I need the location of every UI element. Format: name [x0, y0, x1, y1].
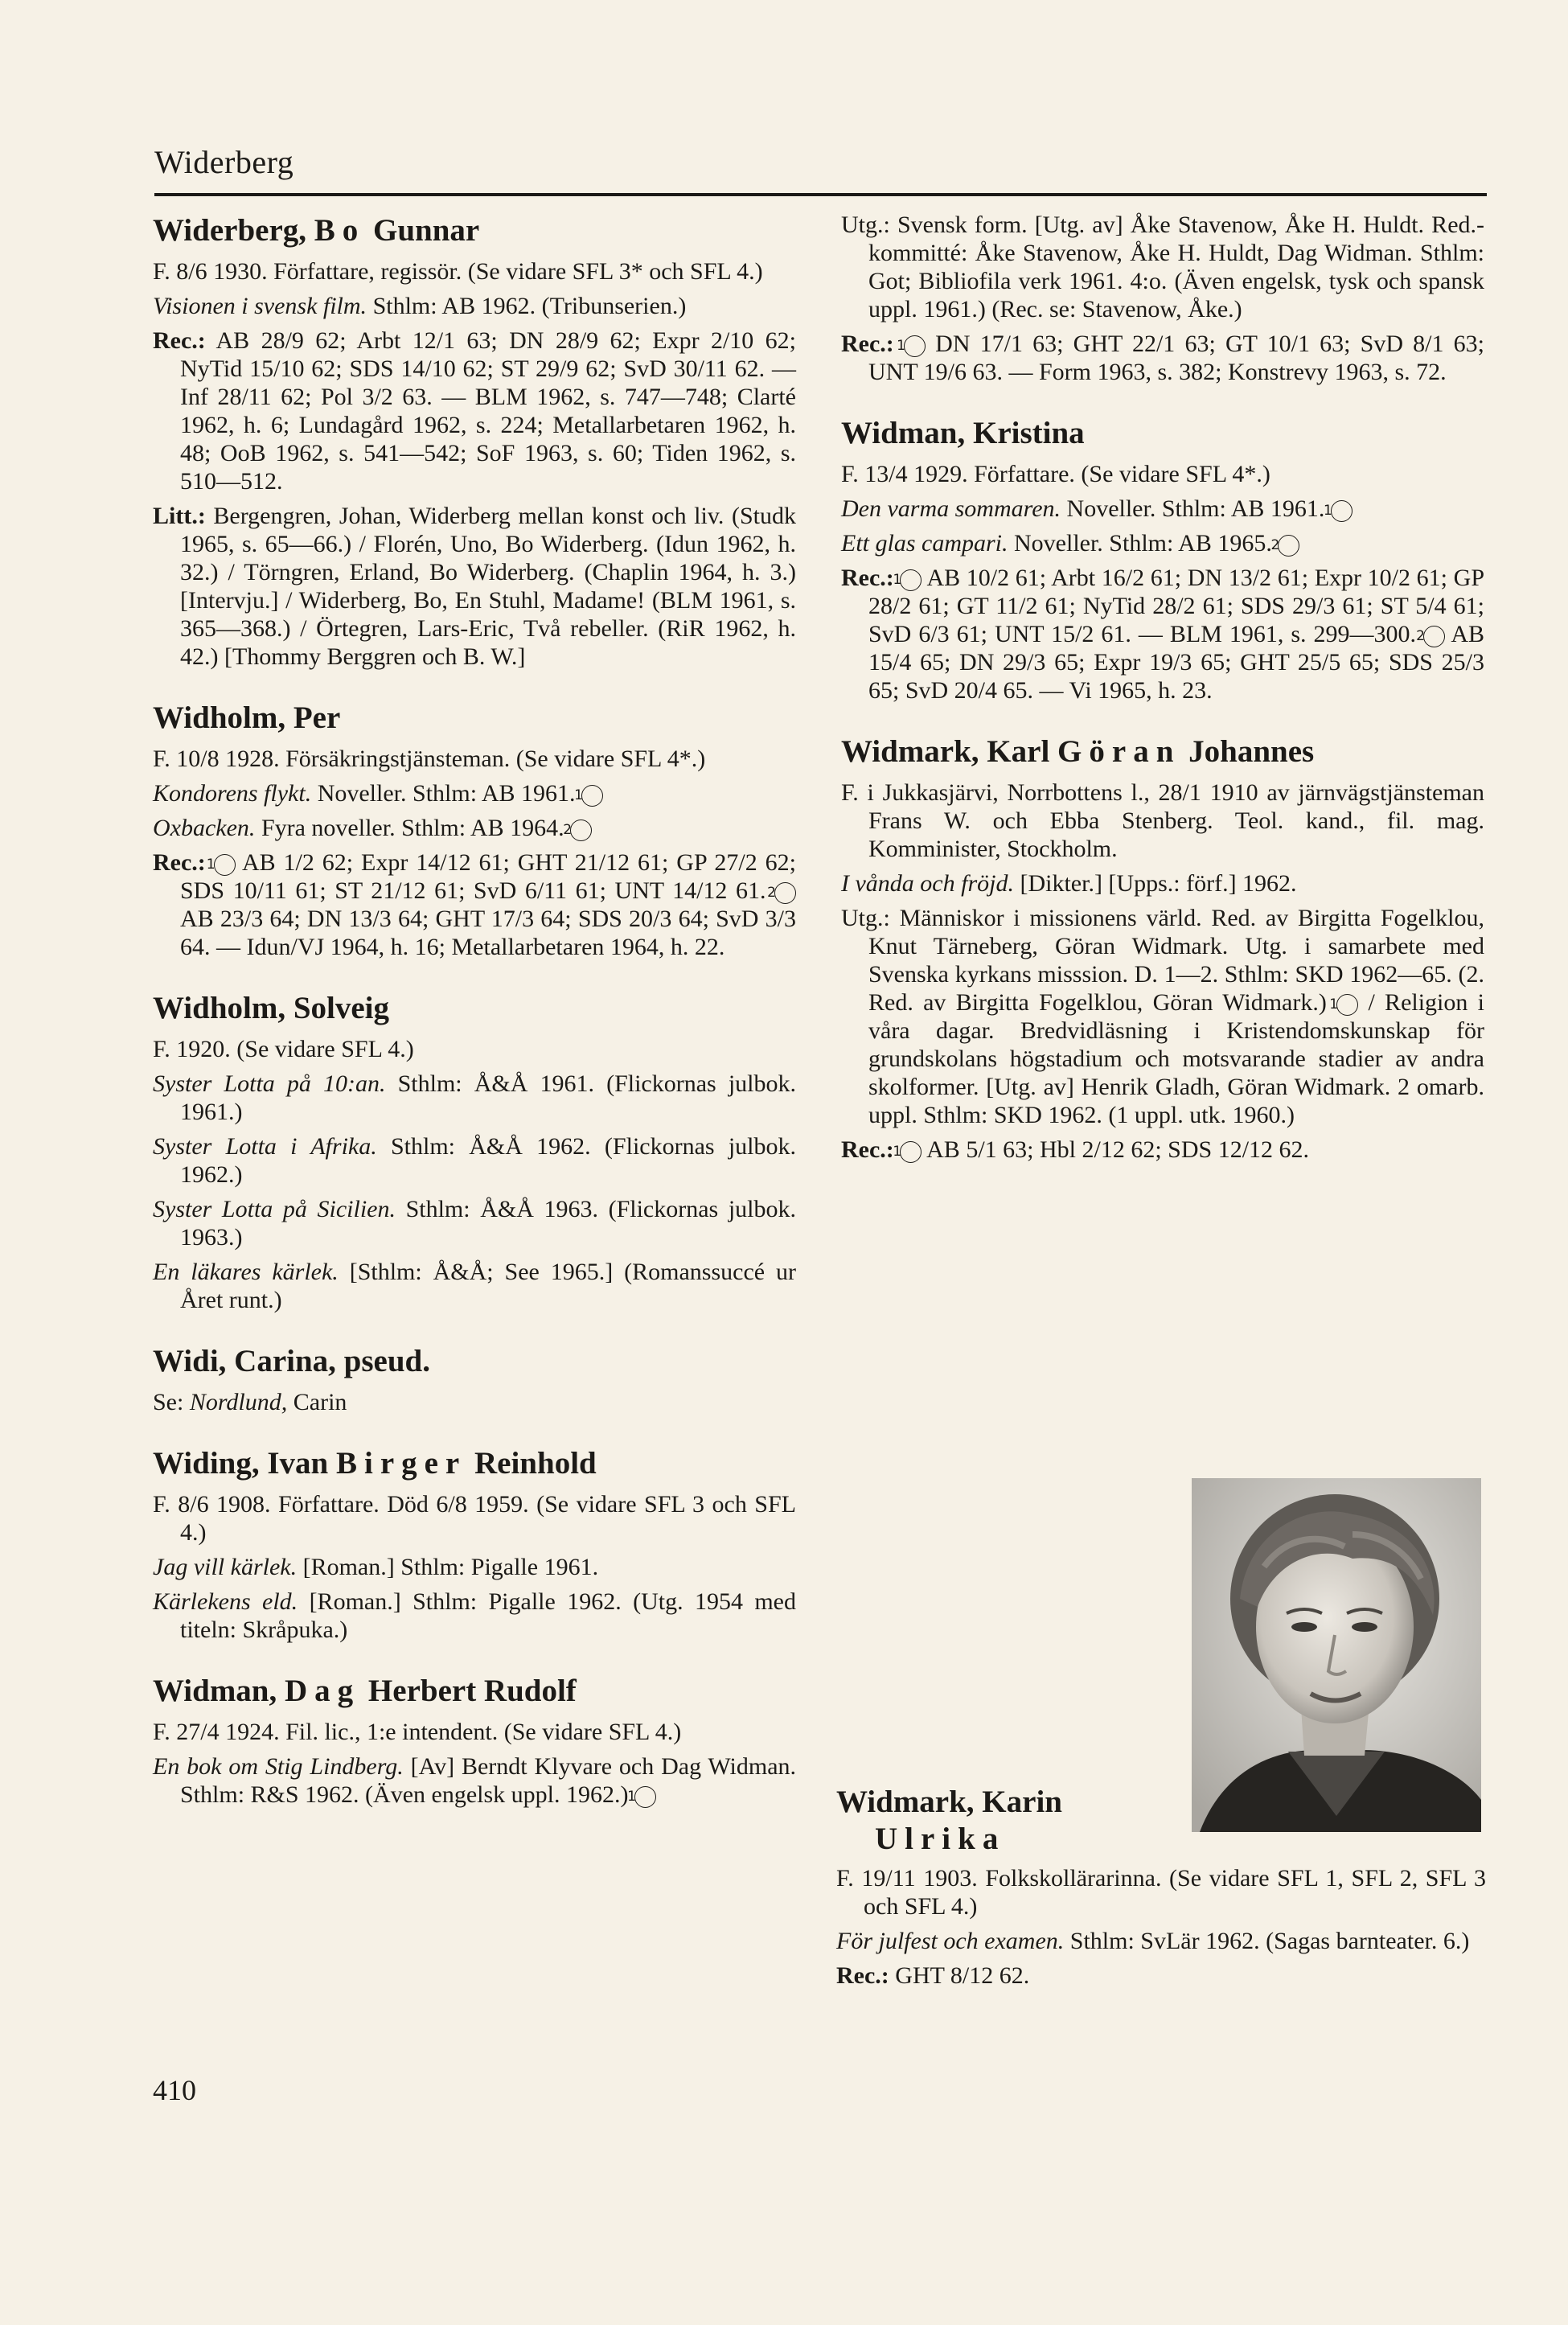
entry-literature: Litt.: Bergengren, Johan, Widerberg mellan konst och liv. (Studk 1965, s. 65—66.) / Florén, Uno, Bo Widerberg. (Idun 1962, h. 32.) / Törngren, Erland, Bo Widerberg. (Chaplin 1964, h. 3.) [Intervju.] / Widerberg, Bo, En Stuhl, Madame! (BLM 1961, s. 365—368.) / Örtegren, Lars-Eric, Två rebeller. (RiR 1962, h. 42.) [Thommy Berggren och B. W.] [153, 503, 796, 670]
circled-two-marker: 2 [570, 820, 592, 841]
entry-bio: F. 8/6 1908. Författare. Död 6/8 1959. (Se vidare SFL 3 och SFL 4.) [153, 1491, 796, 1546]
entry-heading: Widmark, Karin Ulrika [836, 1785, 1062, 1856]
entry-heading: Widing, Ivan Birger Reinhold [153, 1446, 597, 1481]
entry-widman-kristina [841, 413, 1484, 704]
entry-work: Syster Lotta på 10:an. Sthlm: Å&Å 1961. (Flickornas julbok. 1961.) [153, 1070, 797, 1125]
entry-widi-carina [153, 1341, 796, 1416]
circled-two-marker: 2 [1278, 535, 1299, 557]
circled-one-marker: 1 [900, 1141, 922, 1163]
entry-bio: F. 27/4 1924. Fil. lic., 1:e intendent. (Se vidare SFL 4.) [153, 1719, 682, 1745]
entry-work: Den varma sommaren. Noveller. Sthlm: AB 1961. 1 [841, 495, 1484, 523]
entry-work: En bok om Stig Lindberg. [Av] Berndt Klyvare och Dag Widman. Sthlm: R&S 1962. (Även engelsk uppl. 1962.) 1 [153, 1753, 797, 1808]
entry-reviews: Rec.: AB 28/9 62; Arbt 12/1 63; DN 28/9 62; Expr 2/10 62; NyTid 15/10 62; SDS 14/10 62; ST 29/9 62; SvD 30/11 62. — Inf 28/11 62; Pol 3/2 63. — BLM 1962, s. 747—748; Clarté 1962, h. 6; Lundagård 1962, s. 224; Metallarbetaren 1962, h. 48; OoB 1962, s. 541—542; SoF 1963, s. 60; Tiden 1962, s. 510—512. [153, 327, 796, 495]
entry-editor: Utg.: Människor i missionens värld. Red. av Birgitta Fogelklou, Knut Tärneberg, Göran Widmark. Utg. i samarbete med Svenska kyrkans misssion. D. 1—2. Sthlm: SKD 1962—65. (2. Red. av Birgitta Fogelklou, Göran Widmark.) 1 / Religion i våra dagar. Bredvidläsning i Kristendomskunskap för grundskolans högstadium och motsvarande stadier av andra skolformer. [Utg. av] Henrik Gladh, Göran Widmark. 2 omarb. uppl. Sthlm: SKD 1962. (1 uppl. utk. 1960.) [841, 905, 1485, 1128]
entry-work: Jag vill kärlek. [Roman.] Sthlm: Pigalle 1961. [153, 1554, 599, 1580]
entry-heading: Widmark, Karl Göran Johannes [841, 734, 1315, 769]
entry-work: I vånda och fröjd. [Dikter.] [Upps.: förf.] 1962. [841, 870, 1297, 897]
entry-work: Syster Lotta på Sicilien. Sthlm: Å&Å 1963. (Flickornas julbok. 1963.) [153, 1196, 797, 1251]
entry-work: En läkares kärlek. [Sthlm: Å&Å; See 1965.] (Romanssuccé ur Året runt.) [153, 1259, 796, 1313]
entry-widholm-solveig [153, 988, 796, 1314]
entry-bio: F. 13/4 1929. Författare. (Se vidare SFL 4*.) [841, 461, 1270, 487]
entry-widholm-per [153, 698, 796, 961]
circled-one-marker: 1 [904, 335, 926, 357]
page-number: 410 [153, 2074, 196, 2106]
entry-widman-dag [153, 1671, 796, 1809]
entry-work: Syster Lotta i Afrika. Sthlm: Å&Å 1962. (Flickornas julbok. 1962.) [153, 1133, 796, 1188]
circled-one-marker: 1 [900, 569, 922, 591]
circled-one-marker: 1 [634, 1786, 656, 1808]
entry-work: För julfest och examen. Sthlm: SvLär 1962. (Sagas barnteater. 6.) [836, 1928, 1470, 1954]
entry-see-reference: Se: Nordlund, Carin [153, 1389, 347, 1415]
entry-work: Kondorens flykt. Noveller. Sthlm: AB 1961. 1 [153, 779, 796, 807]
circled-one-marker: 1 [581, 785, 603, 807]
entry-widmark-karin [836, 1784, 1486, 1996]
entry-heading: Widerberg, Bo Gunnar [153, 213, 480, 248]
entry-widerberg-bo [153, 211, 796, 671]
entry-heading: Widi, Carina, pseud. [153, 1344, 430, 1378]
left-column [153, 211, 796, 1836]
entry-heading: Widholm, Solveig [153, 991, 390, 1025]
entry-reviews: Rec.: GHT 8/12 62. [836, 1962, 1030, 1989]
header-rule [154, 193, 1487, 196]
entry-editor: Utg.: Svensk form. [Utg. av] Åke Stavenow, Åke H. Huldt. Red.-kommitté: Åke Stavenow, Åke H. Huldt, Dag Widman. Sthlm: Got; Bibliofila verk 1961. 4:o. (Även engelsk, tysk och spansk uppl. 1961.) (Rec. se: Stavenow, Åke.) [841, 212, 1484, 322]
circled-two-marker: 2 [774, 882, 796, 904]
entry-reviews: Rec.: 1 AB 10/2 61; Arbt 16/2 61; DN 13/2 61; Expr 10/2 61; GP 28/2 61; GT 11/2 61; NyTid 28/2 61; SDS 29/3 61; ST 5/4 61; SvD 6/3 61; UNT 15/2 61. — BLM 1961, s. 299—300. 2 AB 15/4 65; DN 29/3 65; Expr 19/3 65; GHT 25/5 65; SDS 25/3 65; SvD 20/4 65. — Vi 1965, h. 23. [841, 565, 1484, 704]
entry-widing-ivan [153, 1444, 796, 1644]
entry-bio: F. i Jukkasjärvi, Norrbottens l., 28/1 1910 av järnvägstjänsteman Frans W. och Ebba Stenberg. Teol. kand., fil. mag. Komminister, Stockholm. [841, 779, 1484, 862]
entry-work: Oxbacken. Fyra noveller. Sthlm: AB 1964. 2 [153, 814, 796, 842]
circled-two-marker: 2 [1423, 626, 1445, 647]
entry-heading: Widholm, Per [153, 700, 341, 735]
portrait-photo [1192, 1478, 1481, 1832]
entry-heading: Widman, Dag Herbert Rudolf [153, 1674, 577, 1708]
portrait-image [1192, 1478, 1481, 1832]
entry-heading: Widman, Kristina [841, 416, 1085, 450]
entry-bio: F. 19/11 1903. Folkskollärarinna. (Se vidare SFL 1, SFL 2, SFL 3 och SFL 4.) [836, 1865, 1486, 1920]
entry-work: Kärlekens eld. [Roman.] Sthlm: Pigalle 1962. (Utg. 1954 med titeln: Skråpuka.) [153, 1588, 796, 1643]
entry-reviews: Rec.: 1 DN 17/1 63; GHT 22/1 63; GT 10/1 63; SvD 8/1 63; UNT 19/6 63. — Form 1963, s. 382; Konstrevy 1963, s. 72. [841, 331, 1485, 385]
right-column [841, 211, 1484, 1191]
entry-widmark-goran [841, 732, 1484, 1164]
entry-reviews: Rec.: 1 AB 1/2 62; Expr 14/12 61; GHT 21/12 61; GP 27/2 62; SDS 10/11 61; ST 21/12 61; SvD 6/11 61; UNT 14/12 61. 2 AB 23/3 64; DN 13/3 64; GHT 17/3 64; SDS 20/3 64; SvD 3/3 64. — Idun/VJ 1964, h. 16; Metallarbetaren 1964, h. 22. [153, 849, 797, 960]
running-head: Widerberg [154, 144, 294, 180]
entry-work: Visionen i svensk film. Sthlm: AB 1962. (Tribunserien.) [153, 293, 687, 319]
circled-one-marker: 1 [1331, 500, 1353, 522]
entry-bio: F. 10/8 1928. Försäkringstjänsteman. (Se vidare SFL 4*.) [153, 746, 706, 772]
circled-one-marker: 1 [214, 854, 236, 876]
entry-bio: F. 1920. (Se vidare SFL 4.) [153, 1036, 414, 1062]
circled-one-marker: 1 [1336, 994, 1358, 1016]
entry-widman-dag-continued [841, 211, 1484, 386]
entry-bio: F. 8/6 1930. Författare, regissör. (Se vidare SFL 3* och SFL 4.) [153, 258, 763, 285]
entry-reviews: Rec.: 1 AB 5/1 63; Hbl 2/12 62; SDS 12/12 62. [841, 1136, 1310, 1163]
entry-work: Ett glas campari. Noveller. Sthlm: AB 1965. 2 [841, 529, 1484, 557]
